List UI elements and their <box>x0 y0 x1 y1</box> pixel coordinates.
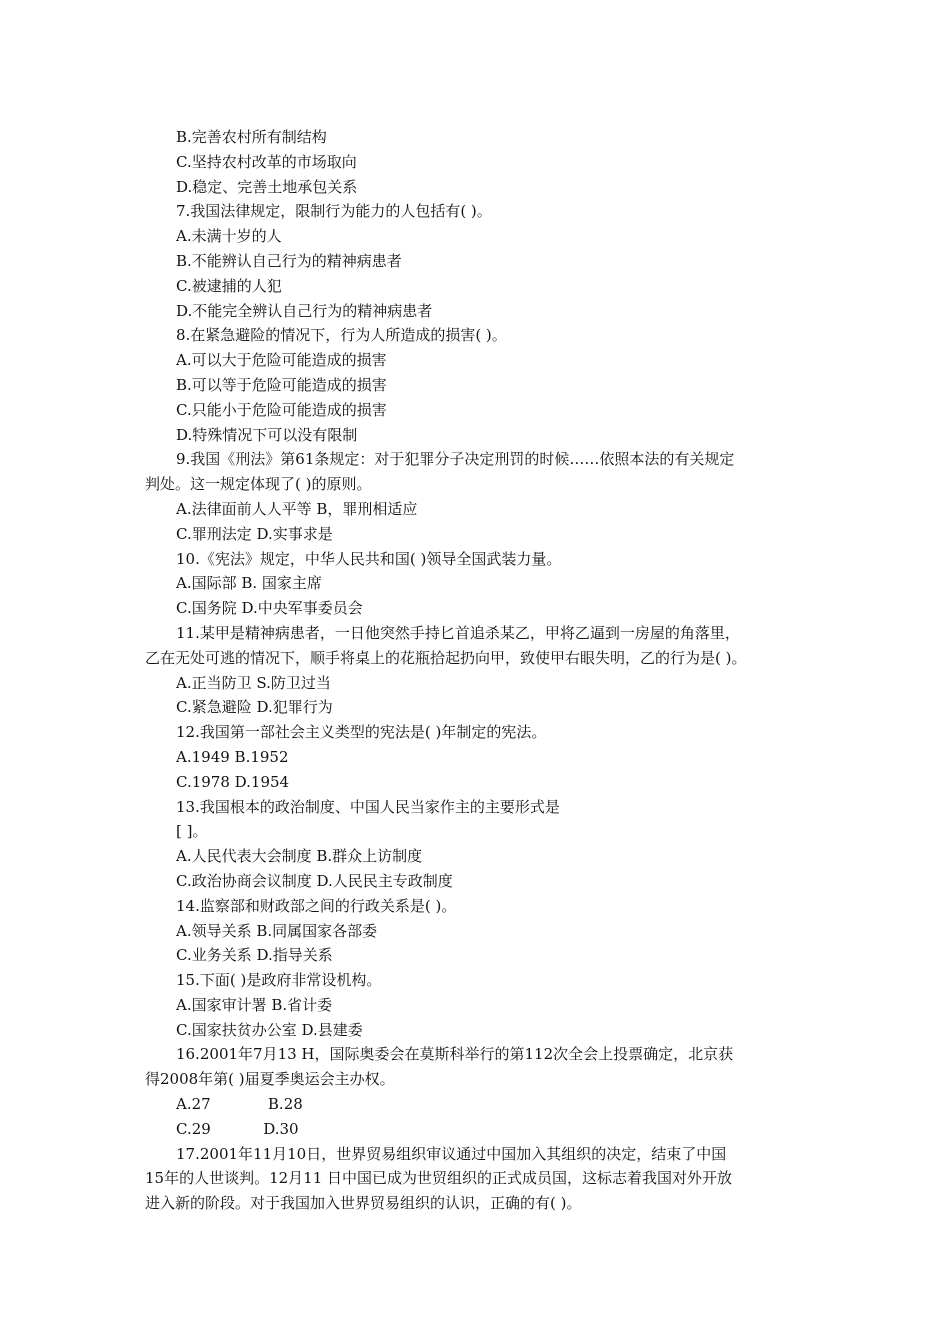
text-line: 进入新的阶段。对于我国加入世界贸易组织的认识，正确的有( )。 <box>145 1194 582 1213</box>
text-line: 13.我国根本的政治制度、中国人民当家作主的主要形式是 <box>176 797 560 816</box>
text-line: 15年的人世谈判。12月11 日中国已成为世贸组织的正式成员国，这标志着我国对外开放 <box>145 1169 733 1188</box>
text-line: C.只能小于危险可能造成的损害 <box>176 400 387 419</box>
text-line: 12.我国第一部社会主义类型的宪法是( )年制定的宪法。 <box>176 723 547 742</box>
text-line: C.紧急避险 D.犯罪行为 <box>176 698 333 717</box>
text-line: 得2008年第( )届夏季奥运会主办权。 <box>145 1070 395 1089</box>
text-line: 判处。这一规定体现了( )的原则。 <box>145 475 372 494</box>
text-line: 乙在无处可逃的情况下，顺手将桌上的花瓶拾起扔向甲，致使甲右眼失明，乙的行为是( )。 <box>145 648 747 667</box>
text-line: A.正当防卫 S.防卫过当 <box>176 673 331 692</box>
text-line: C.被逮捕的人犯 <box>176 276 282 295</box>
text-line: 14.监察部和财政部之间的行政关系是( )。 <box>176 896 457 915</box>
text-line: 10.《宪法》规定，中华人民共和国( )领导全国武装力量。 <box>176 549 562 568</box>
text-line: [ ]。 <box>176 822 208 841</box>
text-line: 15.下面( )是政府非常设机构。 <box>176 971 382 990</box>
text-line: 11.某甲是精神病患者，一日他突然手持匕首追杀某乙，甲将乙逼到一房屋的角落里， <box>176 623 740 642</box>
text-line: D.特殊情况下可以没有限制 <box>176 425 358 444</box>
text-line: A.可以大于危险可能造成的损害 <box>176 351 387 370</box>
text-line: 9.我国《刑法》第61条规定：对于犯罪分子决定刑罚的时候……依照本法的有关规定 <box>176 450 735 469</box>
text-line: B.不能辨认自己行为的精神病患者 <box>176 251 402 270</box>
text-line: B.可以等于危险可能造成的损害 <box>176 375 387 394</box>
text-line: C.业务关系 D.指导关系 <box>176 946 333 965</box>
text-line: A.1949 B.1952 <box>176 747 289 766</box>
text-line: A.领导关系 B.同属国家各部委 <box>176 921 378 940</box>
text-line: D.不能完全辨认自己行为的精神病患者 <box>176 301 433 320</box>
text-line: C.政治协商会议制度 D.人民民主专政制度 <box>176 871 453 890</box>
text-line: C.国家扶贫办公室 D.县建委 <box>176 1020 363 1039</box>
text-line: C.罪刑法定 D.实事求是 <box>176 524 333 543</box>
text-line: A.人民代表大会制度 B.群众上访制度 <box>176 847 423 866</box>
text-line: A.27 B.28 <box>176 1095 303 1114</box>
document-body <box>145 125 825 1216</box>
text-line: B.完善农村所有制结构 <box>176 128 327 146</box>
text-line: C.坚持农村改革的市场取向 <box>176 152 357 171</box>
text-line: A.国家审计署 B.省计委 <box>176 995 333 1014</box>
text-line: C.1978 D.1954 <box>176 772 290 791</box>
text-line: A.未满十岁的人 <box>176 227 282 246</box>
text-line: A.国际部 B. 国家主席 <box>176 574 322 593</box>
text-line: C.国务院 D.中央军事委员会 <box>176 599 363 618</box>
text-line: 16.2001年7月13 H，国际奥委会在莫斯科举行的第112次全会上投票确定，北京获 <box>176 1045 734 1064</box>
text-line: C.29 D.30 <box>176 1119 299 1138</box>
text-line: D.稳定、完善土地承包关系 <box>176 177 358 196</box>
text-line: 7.我国法律规定，限制行为能力的人包括有( )。 <box>176 202 492 221</box>
text-line: 8.在紧急避险的情况下，行为人所造成的损害( )。 <box>176 326 507 345</box>
text-line: A.法律面前人人平等 B，罪刑相适应 <box>176 499 418 518</box>
text-line: 17.2001年11月10日，世界贸易组织审议通过中国加入其组织的决定，结束了中国 <box>176 1144 727 1163</box>
